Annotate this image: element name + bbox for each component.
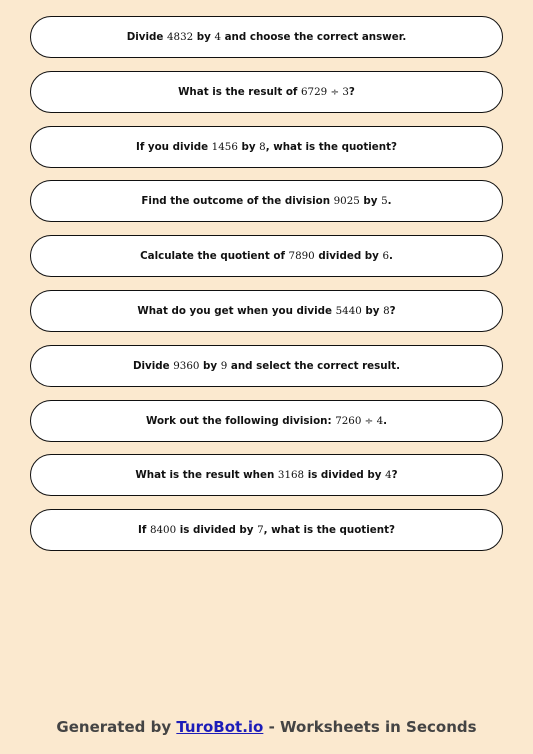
question-list — [30, 16, 503, 564]
footer-suffix: - Worksheets in Seconds — [263, 718, 477, 736]
question-item-7 — [30, 345, 503, 387]
question-item-10 — [30, 509, 503, 551]
question-item-2 — [30, 71, 503, 113]
question-item-9 — [30, 454, 503, 496]
question-text: What is the result of 6729 ÷ 3? — [178, 85, 355, 98]
question-item-3 — [30, 126, 503, 168]
question-text: Calculate the quotient of 7890 divided by 6. — [140, 250, 393, 263]
question-text: Divide 4832 by 4 and choose the correct answer. — [126, 31, 407, 43]
question-text: Find the outcome of the division 9025 by 5. — [141, 195, 392, 208]
question-item-6 — [30, 290, 503, 332]
turobot-link[interactable]: TuroBot.io — [176, 718, 264, 736]
question-text: If you divide 1456 by 8, what is the quotient? — [135, 140, 398, 153]
question-item-8 — [30, 400, 503, 442]
question-text: What do you get when you divide 5440 by 8? — [137, 304, 396, 317]
question-text: Work out the following division: 7260 ÷ 4. — [145, 414, 388, 427]
question-item-1 — [30, 16, 503, 58]
question-text: What is the result when 3168 is divided by 4? — [135, 469, 398, 482]
footer — [0, 718, 533, 736]
question-item-4 — [30, 180, 503, 222]
question-text: If 8400 is divided by 7, what is the quotient? — [138, 524, 395, 537]
footer-prefix: Generated by — [56, 718, 177, 736]
question-item-5 — [30, 235, 503, 277]
question-text: Divide 9360 by 9 and select the correct result. — [132, 359, 400, 372]
